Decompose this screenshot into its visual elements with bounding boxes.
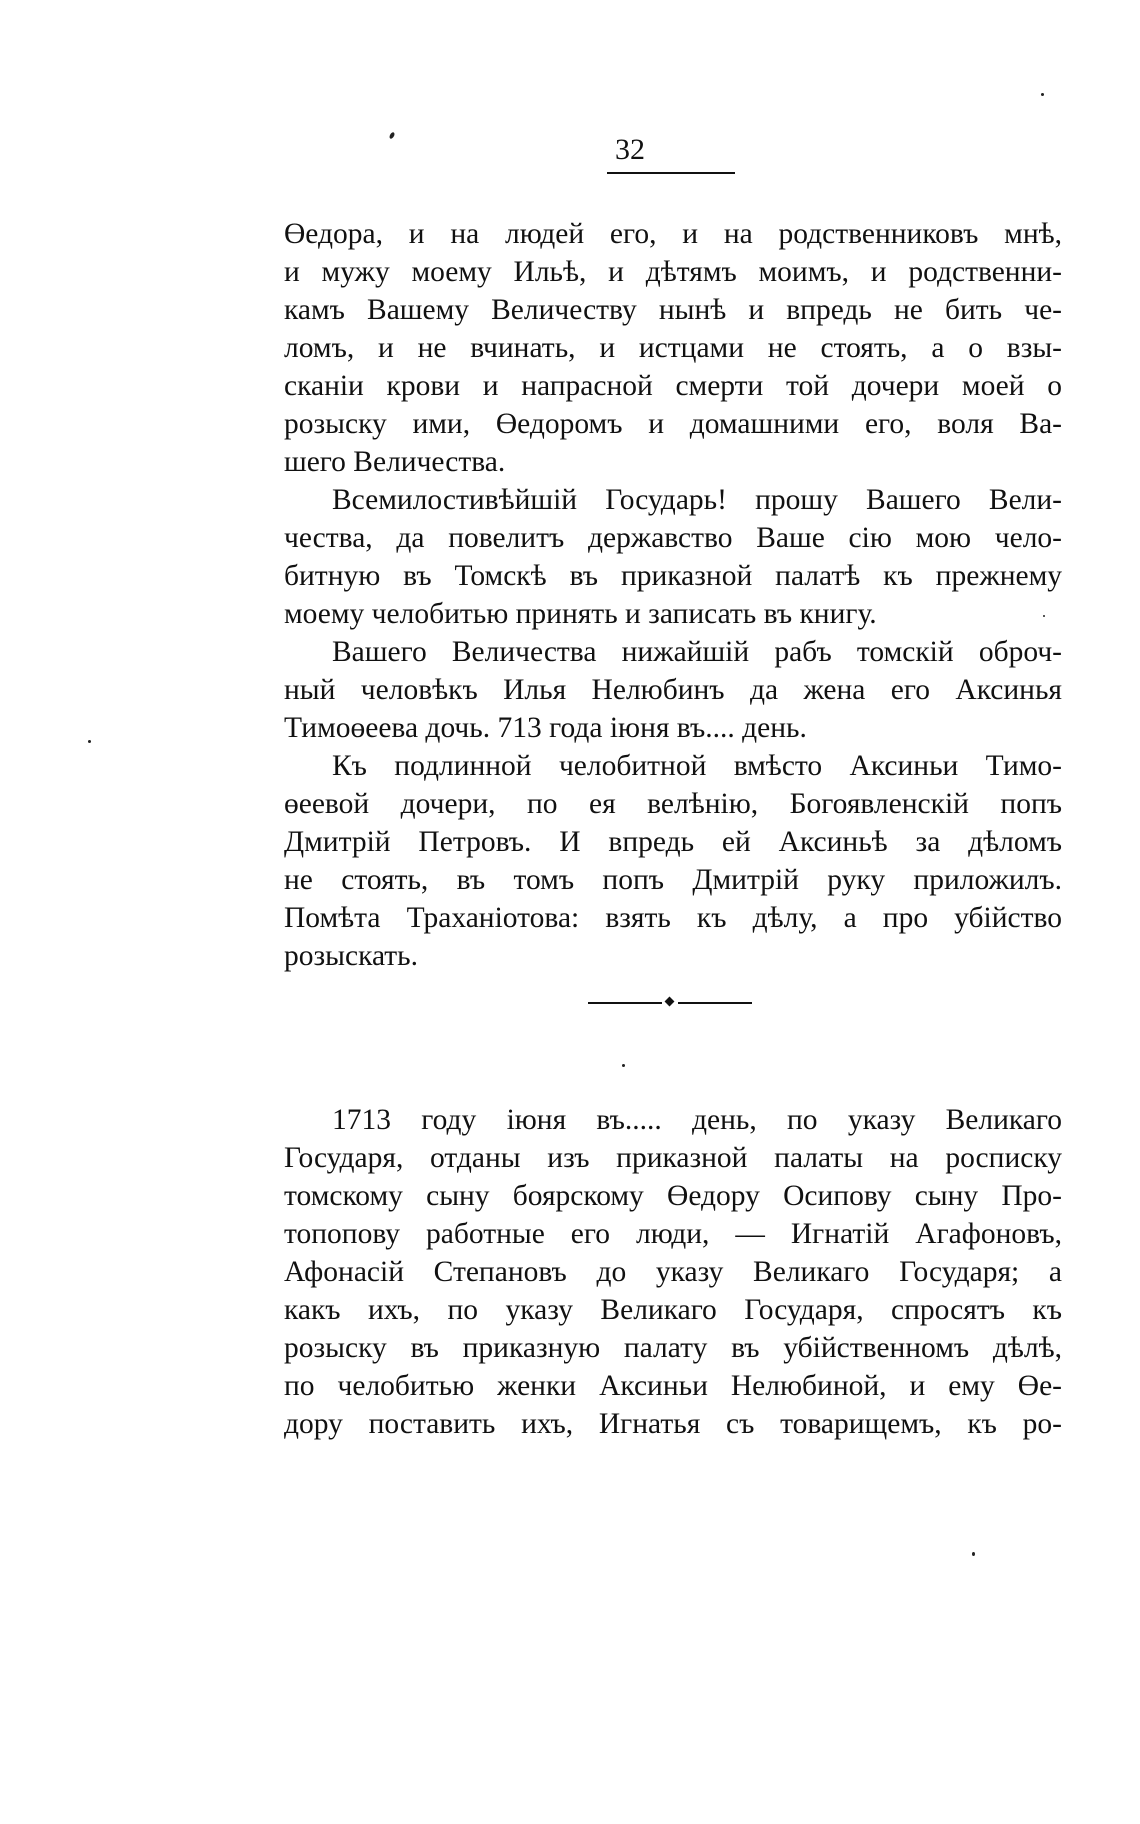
text-line: сканіи крови и напрасной смерти той дочери моей о [284,370,1062,402]
text-line: чества, да повелитъ державство Ваше сію мою чело- [284,522,1062,554]
text-line: Всемилостивѣйшій Государь! прошу Вашего Вели- [332,484,1062,516]
text-line: Къ подлинной челобитной вмѣсто Аксиньи Тимо- [332,750,1062,782]
text-line: Тимоөеева дочь. 713 года іюня въ.... день. [284,712,807,744]
text-line: по челобитью женки Аксиньи Нелюбиной, и ему Өе- [284,1370,1062,1402]
page-number-rule [607,172,735,174]
scan-speck [972,1552,975,1556]
text-line: розыскать. [284,940,419,972]
scan-speck [88,740,91,743]
text-line: Афонасій Степановъ до указу Великаго Государя; а [284,1256,1062,1288]
scan-speck [1041,93,1044,96]
page-number: 32 [615,133,645,166]
text-line: камъ Вашему Величеству нынѣ и впредь не бить че- [284,294,1062,326]
text-line: ломъ, и не вчинать, и истцами не стоять, а о взы- [284,332,1062,364]
text-line: не стоять, въ томъ попъ Дмитрій руку приложилъ. [284,864,1062,896]
text-line: розыску ими, Өедоромъ и домашними его, воля Ва- [284,408,1062,440]
text-line: Дмитрій Петровъ. И впредь ей Аксиньѣ за дѣломъ [284,826,1062,858]
text-line: шего Величества. [284,446,506,478]
separator-diamond-icon [665,997,675,1007]
text-line: и мужу моему Ильѣ, и дѣтямъ моимъ, и родственни- [284,256,1062,288]
scan-speck [622,1064,625,1067]
text-line: моему челобитью принять и записать въ книгу. [284,598,877,630]
text-line: Государя, отданы изъ приказной палаты на росписку [284,1142,1062,1174]
section-separator [588,997,752,1009]
text-line: томскому сыну боярскому Өедору Осипову сыну Про- [284,1180,1062,1212]
text-line: Помѣта Траханіотова: взять къ дѣлу, а про убійство [284,902,1062,934]
text-line: Вашего Величества нижайшій рабъ томскій оброч- [332,636,1062,668]
text-line: өеевой дочери, по ея велѣнію, Богоявленскій попъ [284,788,1062,820]
separator-rule-right [678,1002,752,1004]
text-line: 1713 году іюня въ..... день, по указу Великаго [332,1104,1062,1136]
text-line: ный человѣкъ Илья Нелюбинъ да жена его Аксинья [284,674,1062,706]
scan-speck [389,131,396,139]
separator-rule-left [588,1002,662,1004]
text-line: Өедора, и на людей его, и на родственниковъ мнѣ, [284,218,1062,250]
text-line: дору поставить ихъ, Игнатья съ товарищемъ, къ ро- [284,1408,1062,1440]
text-line: топопову работные его люди, — Игнатій Агафоновъ, [284,1218,1062,1250]
text-line: битную въ Томскѣ въ приказной палатѣ къ прежнему [284,560,1062,592]
text-line: розыску въ приказную палату въ убійственномъ дѣлѣ, [284,1332,1062,1364]
scan-speck [1043,615,1045,617]
text-line: какъ ихъ, по указу Великаго Государя, спросятъ къ [284,1294,1062,1326]
